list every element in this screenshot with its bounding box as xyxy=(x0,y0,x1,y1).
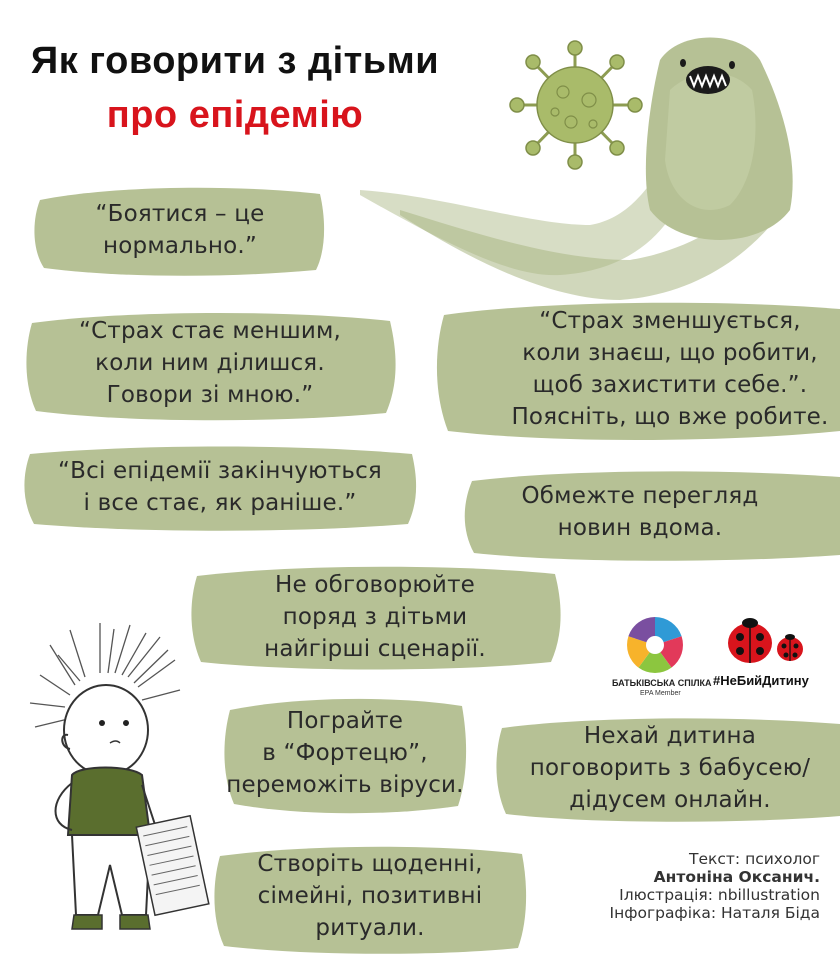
message-epidemics-end: “Всі епідемії закінчуються і все стає, як раніше.” xyxy=(58,458,382,516)
message-fear-share: “Страх стає меншим, коли ним ділишся. Говори зі мною.” xyxy=(78,318,342,408)
page-title: Як говорити з дітьми xyxy=(30,40,440,82)
ladybug-icon xyxy=(718,615,808,670)
child-illustration xyxy=(10,615,215,945)
credits-illustration: Ілюстрація: nbillustration xyxy=(619,886,820,904)
credits-infographic: Інфографіка: Наталя Біда xyxy=(609,904,820,922)
hashtag-label: #НеБийДитину xyxy=(713,673,809,688)
credits-text: Текст: психолог xyxy=(689,850,820,868)
message-limit-news: Обмежте перегляд новин вдома. xyxy=(521,483,759,541)
message-play-fortress: Пограйте в “Фортецю”, переможіть віруси. xyxy=(226,708,464,798)
message-grandparents-online: Нехай дитина поговорить з бабусею/ дідусем онлайн. xyxy=(529,723,811,813)
monster-icon xyxy=(360,20,840,310)
org-logo xyxy=(625,615,685,675)
org-sub: EPA Member xyxy=(640,690,681,697)
org-name: БАТЬКІВСЬКА СПІЛКА xyxy=(612,678,712,688)
message-family-rituals: Створіть щоденні, сімейні, позитивні ритуали. xyxy=(257,851,483,941)
credits xyxy=(610,850,820,922)
credits-author: Антоніна Оксанич. xyxy=(653,868,820,886)
message-fear-normal: “Боятися – це нормально.” xyxy=(95,201,265,259)
page-subtitle: про епідемію xyxy=(106,94,364,136)
message-fear-protect: “Страх зменшується, коли знаєш, що робити, щоб захистити себе.”. Поясніть, що вже робите. xyxy=(511,308,829,430)
message-worst-scenarios: Не обговорюйте поряд з дітьми найгірші сценарії. xyxy=(264,572,486,662)
